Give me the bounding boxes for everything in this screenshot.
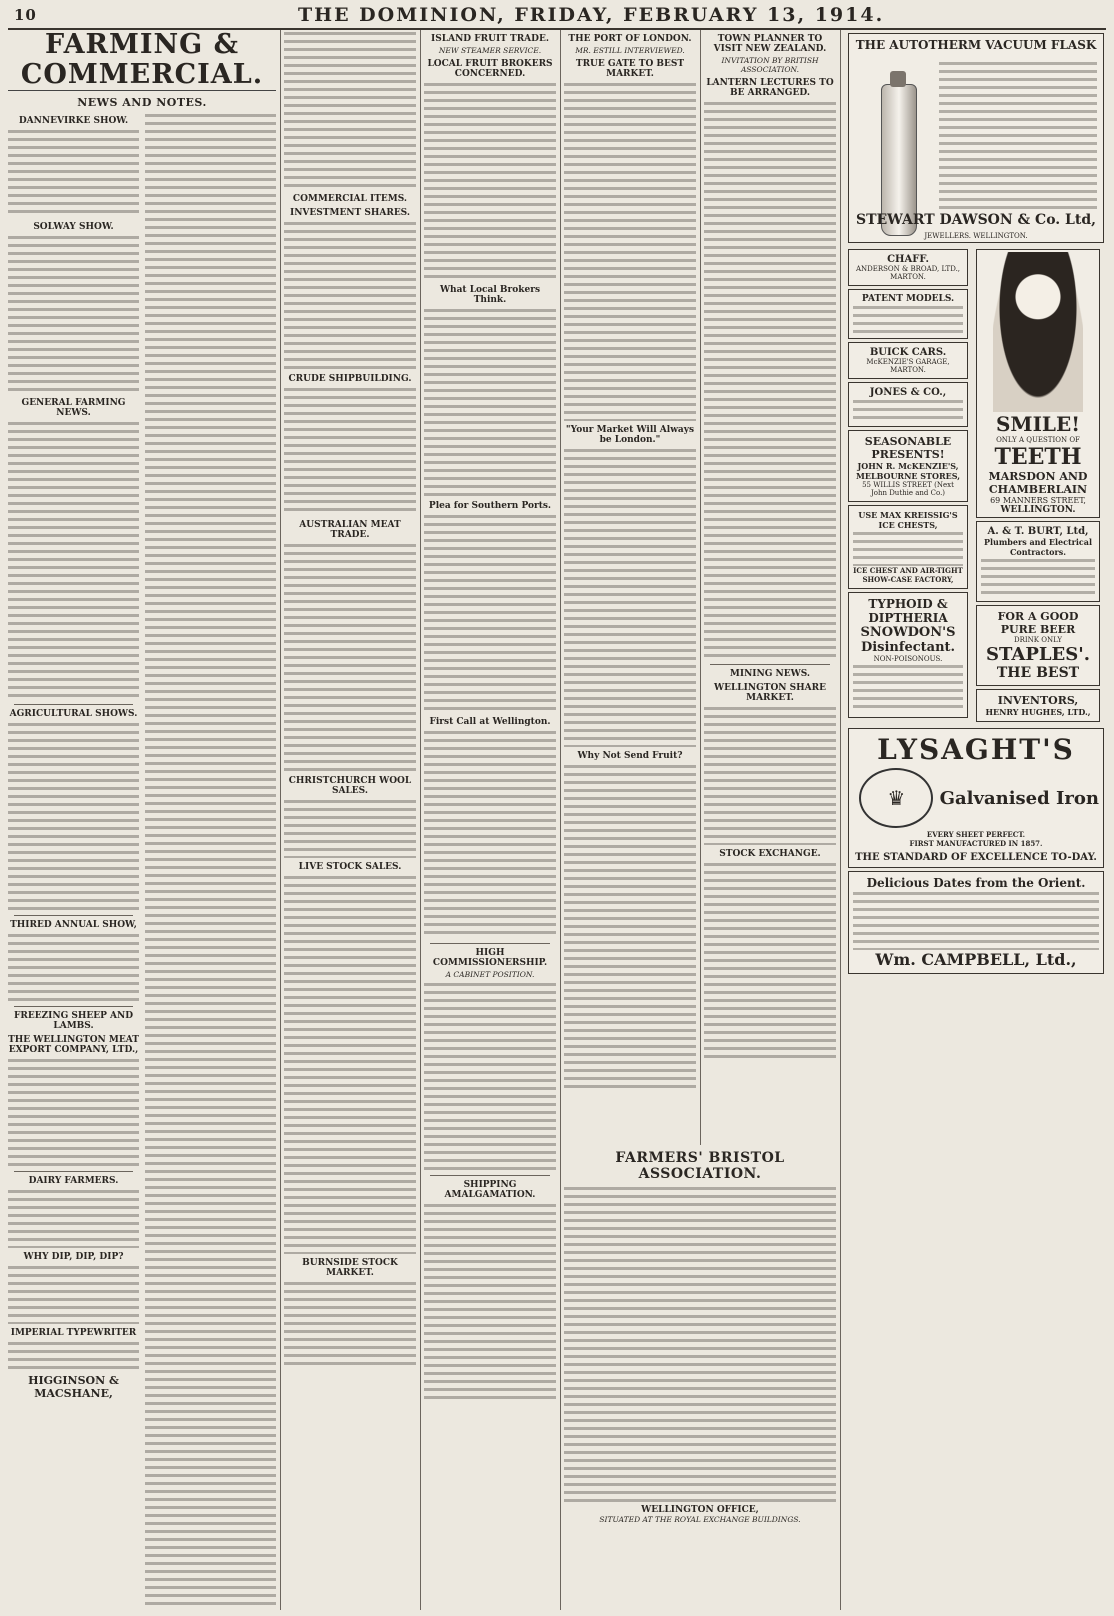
buick-body: McKENZIE'S GARAGE, MARTON. bbox=[866, 358, 950, 374]
campbell-ad bbox=[848, 871, 1104, 974]
ad-text bbox=[853, 890, 1099, 950]
staples-sub: THE BEST bbox=[996, 665, 1080, 681]
patent-ad bbox=[848, 289, 968, 339]
typewriter-heading: IMPERIAL TYPEWRITER bbox=[10, 1328, 137, 1338]
local-heading: LOCAL FRUIT BROKERS CONCERNED. bbox=[427, 59, 553, 79]
first-call-heading: First Call at Wellington. bbox=[429, 717, 551, 727]
article-text bbox=[564, 1185, 836, 1505]
article-text bbox=[8, 234, 139, 394]
seasonable-ad bbox=[848, 430, 968, 502]
share-table bbox=[284, 220, 416, 370]
staples-name: STAPLES'. bbox=[985, 644, 1091, 665]
lysaght-ad bbox=[848, 728, 1104, 868]
shipping-heading: SHIPPING AMALGAMATION. bbox=[444, 1180, 536, 1200]
kreissig-title: USE MAX KREISSIG'S ICE CHESTS, bbox=[858, 510, 958, 530]
town-subheading: INVITATION BY BRITISH ASSOCIATION. bbox=[721, 56, 819, 74]
livestock-heading: LIVE STOCK SALES. bbox=[298, 862, 402, 872]
farming-subcol-left bbox=[8, 112, 139, 1610]
port-heading: THE PORT OF LONDON. bbox=[568, 34, 692, 44]
smile-sub: ONLY A QUESTION OF bbox=[996, 436, 1080, 444]
stewart-dawson: STEWART DAWSON & Co. Ltd, bbox=[855, 212, 1097, 228]
beer-title: FOR A GOOD PURE BEER bbox=[997, 610, 1079, 636]
town-heading: TOWN PLANNER TO VISIT NEW ZEALAND. bbox=[713, 34, 827, 54]
why-not-heading: Why Not Send Fruit? bbox=[577, 751, 683, 761]
column-rule bbox=[280, 30, 281, 1610]
buick-title: BUICK CARS. bbox=[869, 347, 947, 358]
article-text bbox=[145, 112, 276, 1610]
island-subheading: NEW STEAMER SERVICE. bbox=[438, 46, 542, 55]
article-text bbox=[8, 721, 139, 911]
lysaght-sub2: FIRST MANUFACTURED IN 1857. bbox=[909, 839, 1043, 848]
typhoid-title: TYPHOID & DIPTHERIA bbox=[868, 597, 948, 625]
section-title: FARMING & COMMERCIAL. bbox=[8, 30, 276, 91]
article-text bbox=[424, 1202, 556, 1402]
seasonable-sub: 55 WILLIS STREET (Next John Duthie and Co.) bbox=[862, 481, 954, 497]
ad-text bbox=[853, 304, 963, 334]
share-table bbox=[704, 705, 836, 845]
article-text bbox=[704, 861, 836, 1061]
paper-title: THE DOMINION, FRIDAY, FEBRUARY 13, 1914. bbox=[298, 4, 885, 26]
article-text bbox=[8, 932, 139, 1002]
snowdon-sub: NON-POISONOUS. bbox=[873, 655, 943, 663]
dannevirke-heading: DANNEVIRKE SHOW. bbox=[18, 116, 129, 126]
chaff-body: ANDERSON & BROAD, LTD., MARTON. bbox=[855, 265, 961, 281]
mining-heading: MINING NEWS. bbox=[729, 669, 811, 679]
article-text bbox=[424, 513, 556, 713]
port-subheading: MR. ESTILL INTERVIEWED. bbox=[575, 46, 685, 55]
inventors-ad bbox=[976, 689, 1100, 722]
lysaght-foot: THE STANDARD OF EXCELLENCE TO-DAY. bbox=[855, 852, 1097, 863]
snowdon-ad bbox=[848, 592, 968, 718]
farming-column bbox=[8, 30, 276, 1610]
high-subheading: A CABINET POSITION. bbox=[445, 970, 535, 979]
kreissig-ad bbox=[848, 505, 968, 589]
article-text bbox=[8, 1264, 139, 1324]
chaff-ad bbox=[848, 249, 968, 286]
inventors-title: INVENTORS, bbox=[997, 694, 1079, 707]
column-rule bbox=[560, 30, 561, 1610]
commercial-column bbox=[284, 30, 416, 1610]
article-text bbox=[8, 1057, 139, 1167]
commercial-column-2 bbox=[424, 30, 556, 1610]
column-rule bbox=[840, 30, 841, 1610]
campbell-name: Wm. CAMPBELL, Ltd., bbox=[875, 950, 1077, 969]
bristol-association bbox=[564, 1145, 836, 1610]
farming-subcol-right bbox=[145, 112, 276, 1610]
thired-heading: THIRED ANNUAL SHOW, bbox=[10, 920, 137, 930]
commercial-heading: COMMERCIAL ITEMS. bbox=[292, 194, 408, 204]
burt-body: Plumbers and Electrical Contractors. bbox=[983, 537, 1093, 557]
burt-ad bbox=[976, 521, 1100, 602]
teeth-word: TEETH bbox=[994, 444, 1082, 470]
seasonable-body: JOHN R. McKENZIE'S, MELBOURNE STORES, bbox=[856, 461, 960, 481]
marsdon-name: MARSDON AND CHAMBERLAIN bbox=[988, 470, 1088, 496]
portrait-image bbox=[993, 252, 1083, 412]
ad-text bbox=[981, 557, 1095, 597]
article-text bbox=[8, 1340, 139, 1370]
kreissig-body: ICE CHEST AND AIR-TIGHT SHOW-CASE FACTORY, bbox=[853, 566, 963, 584]
office-heading: WELLINGTON OFFICE, bbox=[641, 1505, 759, 1515]
seasonable-title: SEASONABLE PRESENTS! bbox=[864, 435, 952, 461]
share-market-heading: WELLINGTON SHARE MARKET. bbox=[714, 683, 826, 703]
article-text bbox=[284, 874, 416, 1254]
ad-text bbox=[853, 530, 963, 566]
snowdon-body: SNOWDON'S Disinfectant. bbox=[860, 625, 956, 655]
investment-heading: INVESTMENT SHARES. bbox=[290, 208, 410, 218]
ad-text bbox=[853, 398, 963, 422]
freezing-heading: FREEZING SHEEP AND LAMBS. bbox=[13, 1011, 134, 1031]
jones-title: JONES & CO., bbox=[869, 387, 947, 398]
dairy-heading: DAIRY FARMERS. bbox=[28, 1176, 119, 1186]
advertisements-column bbox=[844, 30, 1108, 1610]
dates-title: Delicious Dates from the Orient. bbox=[866, 876, 1086, 890]
article-text bbox=[424, 981, 556, 1171]
article-text bbox=[284, 30, 416, 190]
your-market-heading: "Your Market Will Always be London." bbox=[565, 425, 695, 445]
patent-title: PATENT MODELS. bbox=[861, 294, 955, 304]
island-heading: ISLAND FRUIT TRADE. bbox=[431, 34, 549, 44]
article-text bbox=[284, 1280, 416, 1370]
agri-heading: AGRICULTURAL SHOWS. bbox=[9, 709, 138, 719]
article-text bbox=[564, 81, 696, 421]
article-text bbox=[424, 729, 556, 939]
lantern-heading: LANTERN LECTURES TO BE ARRANGED. bbox=[706, 78, 834, 98]
chaff-title: CHAFF. bbox=[887, 254, 929, 265]
inventors-body: HENRY HUGHES, LTD., bbox=[985, 707, 1091, 717]
lysaght-sub: EVERY SHEET PERFECT. bbox=[926, 830, 1026, 839]
smile-title: SMILE! bbox=[995, 412, 1081, 436]
burt-title: A. & T. BURT, Ltd, bbox=[987, 526, 1089, 537]
article-text bbox=[284, 386, 416, 516]
stewart-dawson-sub: JEWELLERS. WELLINGTON. bbox=[924, 232, 1028, 240]
bristol-heading: FARMERS' BRISTOL ASSOCIATION. bbox=[615, 1150, 785, 1182]
article-text bbox=[424, 307, 556, 497]
marsdon-addr: 69 MANNERS STREET, bbox=[990, 496, 1086, 505]
crown-trademark-icon: ♛ bbox=[859, 768, 933, 828]
article-text bbox=[424, 81, 556, 281]
column-rule bbox=[420, 30, 421, 1610]
staples-ad bbox=[976, 605, 1100, 686]
article-text bbox=[8, 128, 139, 218]
burnside-heading: BURNSIDE STOCK MARKET. bbox=[302, 1258, 398, 1278]
lysaght-body: Galvanised Iron bbox=[939, 787, 1099, 809]
ad-text bbox=[939, 60, 1097, 210]
masthead bbox=[8, 4, 1106, 30]
page-number: 10 bbox=[14, 6, 37, 24]
article-text bbox=[284, 798, 416, 858]
article-text bbox=[8, 1188, 139, 1248]
plea-heading: Plea for Southern Ports. bbox=[428, 501, 552, 511]
article-text bbox=[704, 100, 836, 660]
autotherm-ad bbox=[848, 33, 1104, 243]
lysaght-title: LYSAGHT'S bbox=[877, 733, 1075, 766]
general-heading: GENERAL FARMING NEWS. bbox=[21, 398, 126, 418]
beer-drink: DRINK ONLY bbox=[1014, 636, 1062, 644]
crude-heading: CRUDE SHIPBUILDING. bbox=[288, 374, 412, 384]
higginson-ad: HIGGINSON & MACSHANE, bbox=[28, 1374, 119, 1400]
solway-heading: SOLWAY SHOW. bbox=[33, 222, 114, 232]
ad-text bbox=[853, 663, 963, 713]
office-sub: SITUATED AT THE ROYAL EXCHANGE BUILDINGS. bbox=[599, 1515, 801, 1524]
why-dip-heading: WHY DIP, DIP, DIP? bbox=[23, 1252, 124, 1262]
article-text bbox=[284, 542, 416, 772]
true-gate-heading: TRUE GATE TO BEST MARKET. bbox=[575, 59, 685, 79]
article-text bbox=[564, 447, 696, 747]
teeth-ad bbox=[976, 249, 1100, 518]
jones-ad bbox=[848, 382, 968, 427]
buick-ad bbox=[848, 342, 968, 379]
australian-heading: AUSTRALIAN MEAT TRADE. bbox=[299, 520, 401, 540]
stock-exchange-heading: STOCK EXCHANGE. bbox=[719, 849, 821, 859]
meat-heading: THE WELLINGTON MEAT EXPORT COMPANY, LTD., bbox=[8, 1035, 139, 1055]
what-heading: What Local Brokers Think. bbox=[439, 285, 541, 305]
news-notes-heading: NEWS AND NOTES. bbox=[77, 96, 207, 109]
autotherm-title: THE AUTOTHERM VACUUM FLASK bbox=[855, 38, 1097, 52]
marsdon-city: WELLINGTON. bbox=[1000, 505, 1076, 515]
article-text bbox=[8, 420, 139, 700]
wool-heading: CHRISTCHURCH WOOL SALES. bbox=[288, 776, 412, 796]
article-text bbox=[564, 763, 696, 1093]
high-heading: HIGH COMMISSIONERSHIP. bbox=[432, 948, 548, 968]
